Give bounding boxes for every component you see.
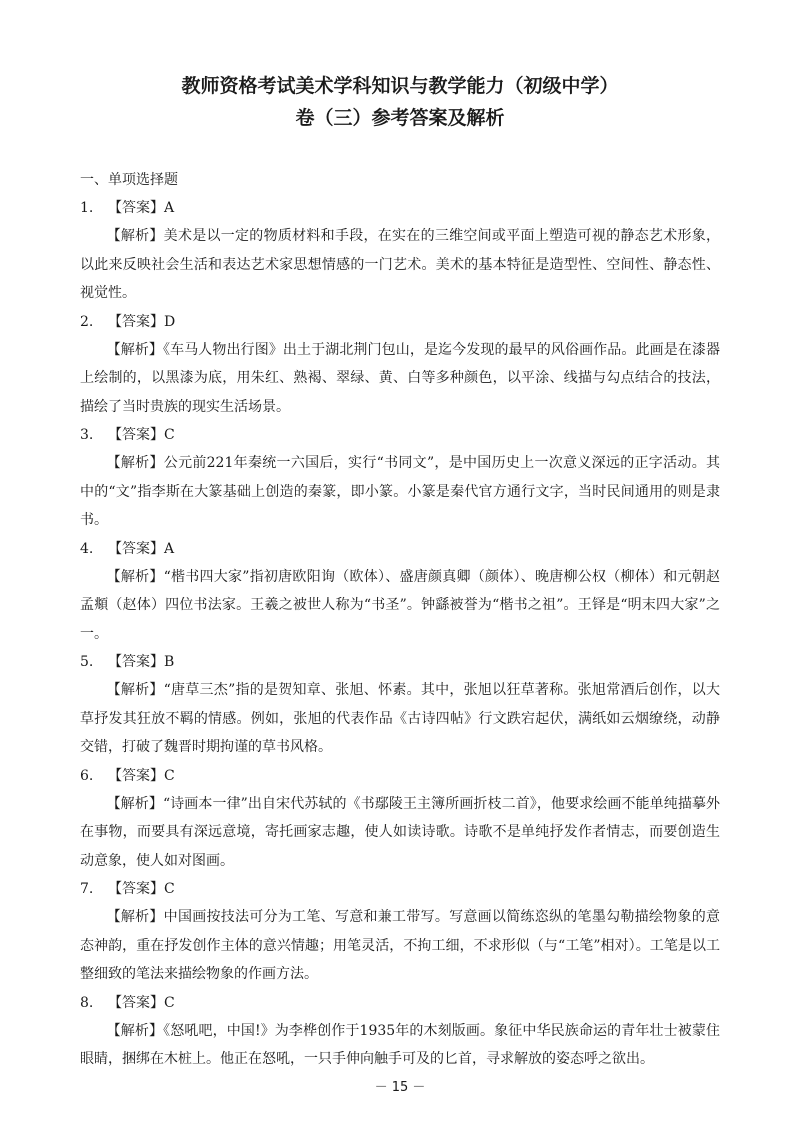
- answer-label: 【答案】A: [108, 540, 175, 557]
- answer-item: [80, 989, 720, 1074]
- answer-item: [80, 535, 720, 649]
- answer-line: [80, 421, 720, 449]
- explanation-paragraph: 【解析】《车马人物出行图》出土于湖北荆门包山，是迄今发现的最早的风俗画作品。此画是在漆器上绘制的，以黑漆为底，用朱红、熟褐、翠绿、黄、白等多种颜色，以平涂、线描与勾点结合的技法，描绘了当时贵族的现实生活场景。: [80, 341, 720, 415]
- answer-label: 【答案】C: [108, 427, 175, 443]
- answer-item: [80, 762, 720, 876]
- answer-item: [80, 648, 720, 762]
- answer-label: 【答案】D: [108, 313, 176, 330]
- answer-line: [80, 194, 720, 222]
- question-number: 8.: [80, 994, 94, 1011]
- page-number: － 15 －: [374, 1080, 426, 1095]
- document-title-line1: 教师资格考试美术学科知识与教学能力（初级中学）: [181, 75, 619, 97]
- explanation-paragraph: 【解析】“唐草三杰”指的是贺知章、张旭、怀素。其中，张旭以狂草著称。张旭常酒后创作，以大草抒发其狂放不羁的情感。例如，张旭的代表作品《古诗四帖》行文跌宕起伏，满纸如云烟缭绕，动静交错，打破了魏晋时期拘谨的草书风格。: [80, 682, 720, 755]
- answer-item: [80, 875, 720, 989]
- answer-line: [80, 762, 720, 790]
- explanation-paragraph: 【解析】“诗画本一律”出自宋代苏轼的《书鄢陵王主簿所画折枝二首》，他要求绘画不能单纯描摹外在事物，而要具有深远意境，寄托画家志趣，使人如读诗歌。诗歌不是单纯抒发作者情志，而要创造生动意象，使人如对图画。: [80, 795, 720, 869]
- answer-label: 【答案】C: [108, 994, 175, 1011]
- answer-line: [80, 535, 720, 563]
- question-number: 3.: [80, 427, 94, 443]
- explanation-paragraph: 【解析】“楷书四大家”指初唐欧阳询（欧体）、盛唐颜真卿（颜体）、晚唐柳公权（柳体）和元朝赵孟頫（赵体）四位书法家。王羲之被世人称为“书圣”。钟繇被誉为“楷书之祖”。王铎是“明末四大家”之一。: [80, 568, 720, 642]
- question-number: 1.: [80, 200, 94, 216]
- answer-item: [80, 194, 720, 308]
- answer-line: [80, 648, 720, 676]
- question-number: 6.: [80, 767, 94, 784]
- explanation-paragraph: 【解析】美术是以一定的物质材料和手段，在实在的三维空间或平面上塑造可视的静态艺术形象，以此来反映社会生活和表达艺术家思想情感的一门艺术。美术的基本特征是造型性、空间性、静态性、视觉性。: [80, 228, 720, 301]
- question-number: 4.: [80, 540, 94, 557]
- explanation-paragraph: 【解析】公元前221年秦统一六国后，实行“书同文”，是中国历史上一次意义深远的正字活动。其中的“文”指李斯在大篆基础上创造的秦篆，即小篆。小篆是秦代官方通行文字，当时民间通用的则是隶书。: [80, 455, 720, 528]
- answer-line: [80, 875, 720, 903]
- document-title-line2: 卷（三）参考答案及解析: [295, 107, 505, 129]
- answer-label: 【答案】C: [108, 767, 175, 784]
- answer-line: [80, 308, 720, 336]
- answer-list: [80, 194, 720, 1074]
- section-heading: 一、单项选择题: [80, 172, 178, 188]
- explanation-paragraph: 【解析】中国画按技法可分为工笔、写意和兼工带写。写意画以简练恣纵的笔墨勾勒描绘物象的意态神韵，重在抒发创作主体的意兴情趣；用笔灵活，不拘工细，不求形似（与“工笔”相对）。工笔是以工整细致的笔法来描绘物象的作画方法。: [80, 909, 720, 982]
- question-number: 2.: [80, 313, 94, 330]
- question-number: 5.: [80, 654, 94, 670]
- explanation-paragraph: 【解析】《怒吼吧，中国!》为李桦创作于1935年的木刻版画。象征中华民族命运的青年壮士被蒙住眼睛，捆绑在木桩上。他正在怒吼，一只手伸向触手可及的匕首，寻求解放的姿态呼之欲出。: [80, 1022, 720, 1067]
- answer-label: 【答案】A: [108, 200, 175, 216]
- answer-item: [80, 308, 720, 422]
- answer-label: 【答案】C: [108, 881, 175, 897]
- question-number: 7.: [80, 881, 94, 897]
- answer-label: 【答案】B: [108, 654, 175, 670]
- answer-item: [80, 421, 720, 535]
- answer-line: [80, 989, 720, 1017]
